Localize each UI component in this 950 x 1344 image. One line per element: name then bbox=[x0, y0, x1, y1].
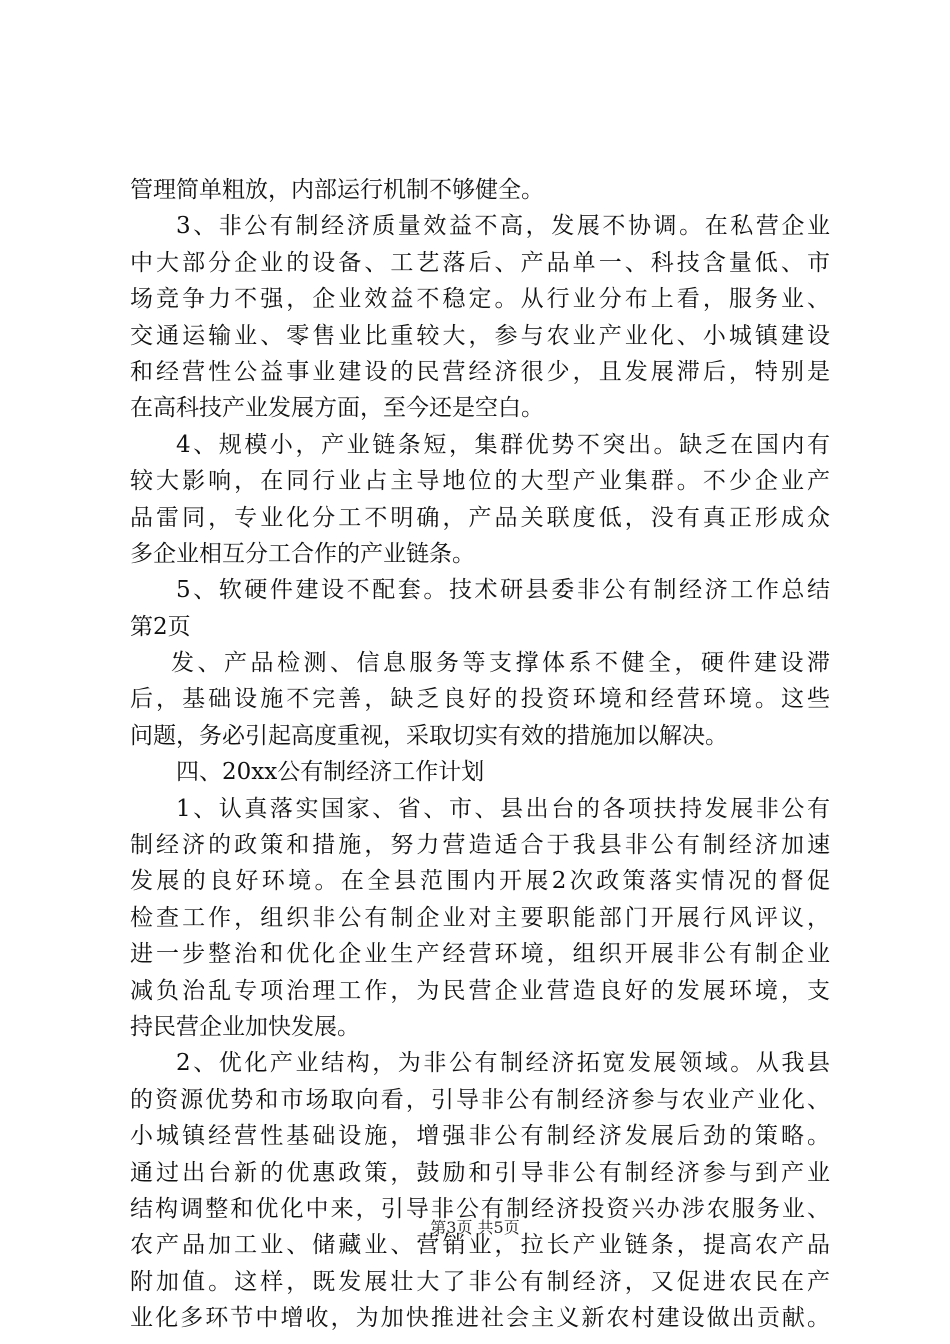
text-line: 进一步整治和优化企业生产经营环境，组织开展非公有制企业 bbox=[130, 941, 830, 968]
text-line: 结构调整和优化中来，引导非公有制经济投资兴办涉农服务业、 bbox=[130, 1195, 830, 1222]
text-line: 检查工作，组织非公有制企业对主要职能部门开展行风评议， bbox=[130, 904, 830, 931]
text-line: 小城镇经营性基础设施，增强非公有制经济发展后劲的策略。 bbox=[130, 1123, 830, 1150]
text-line: 较大影响，在同行业占主导地位的大型产业集群。不少企业产 bbox=[130, 468, 830, 495]
text-line: 附加值。这样，既发展壮大了非公有制经济，又促进农民在产 bbox=[130, 1268, 830, 1295]
text-line: 管理简单粗放，内部运行机制不够健全。 bbox=[130, 177, 544, 203]
text-line: 多企业相互分工合作的产业链条。 bbox=[130, 540, 475, 567]
text-line: 和经营性公益事业建设的民营经济很少，且发展滞后，特别是 bbox=[130, 358, 830, 385]
document-body bbox=[130, 172, 830, 1337]
text-line: 中大部分企业的设备、工艺落后、产品单一、科技含量低、市 bbox=[130, 249, 830, 276]
text-line: 1、认真落实国家、省、市、县出台的各项扶持发展非公有 bbox=[176, 795, 830, 822]
text-line: 5、软硬件建设不配套。技术研县委非公有制经济工作总结 bbox=[176, 577, 830, 604]
text-line: 品雷同，专业化分工不明确，产品关联度低，没有真正形成众 bbox=[130, 504, 830, 531]
text-line: 场竞争力不强，企业效益不稳定。从行业分布上看，服务业、 bbox=[130, 286, 830, 313]
text-line: 问题，务必引起高度重视，采取切实有效的措施加以解决。 bbox=[130, 722, 728, 749]
text-line: 制经济的政策和措施，努力营造适合于我县非公有制经济加速 bbox=[130, 832, 830, 859]
text-line: 四、20xx公有制经济工作计划 bbox=[176, 759, 485, 786]
text-line: 后，基础设施不完善，缺乏良好的投资环境和经营环境。这些 bbox=[130, 686, 830, 713]
text-line: 通过出台新的优惠政策，鼓励和引导非公有制经济参与到产业 bbox=[130, 1159, 830, 1186]
text-line: 农产品加工业、储藏业、营销业，拉长产业链条，提高农产品 bbox=[130, 1232, 830, 1259]
text-line: 在高科技产业发展方面，至今还是空白。 bbox=[130, 395, 544, 422]
text-line: 4、规模小，产业链条短，集群优势不突出。缺乏在国内有 bbox=[176, 431, 830, 458]
page-footer: 第3页 共5页 bbox=[430, 1218, 520, 1237]
text-line: 发展的良好环境。在全县范围内开展2次政策落实情况的督促 bbox=[130, 868, 830, 895]
text-line: 持民营企业加快发展。 bbox=[130, 1013, 360, 1040]
text-line: 的资源优势和市场取向看，引导非公有制经济参与农业产业化、 bbox=[130, 1086, 830, 1113]
text-line: 2、优化产业结构，为非公有制经济拓宽发展领域。从我县 bbox=[176, 1050, 830, 1077]
text-line: 业化多环节中增收，为加快推进社会主义新农村建设做出贡献。 bbox=[130, 1305, 830, 1332]
text-line: 发、产品检测、信息服务等支撑体系不健全，硬件建设滞 bbox=[171, 650, 830, 677]
text-line: 第2页 bbox=[130, 613, 191, 640]
text-line: 3、非公有制经济质量效益不高，发展不协调。在私营企业 bbox=[176, 213, 830, 240]
text-line: 减负治乱专项治理工作，为民营企业营造良好的发展环境，支 bbox=[130, 977, 830, 1004]
text-line: 交通运输业、零售业比重较大，参与农业产业化、小城镇建设 bbox=[130, 322, 830, 349]
